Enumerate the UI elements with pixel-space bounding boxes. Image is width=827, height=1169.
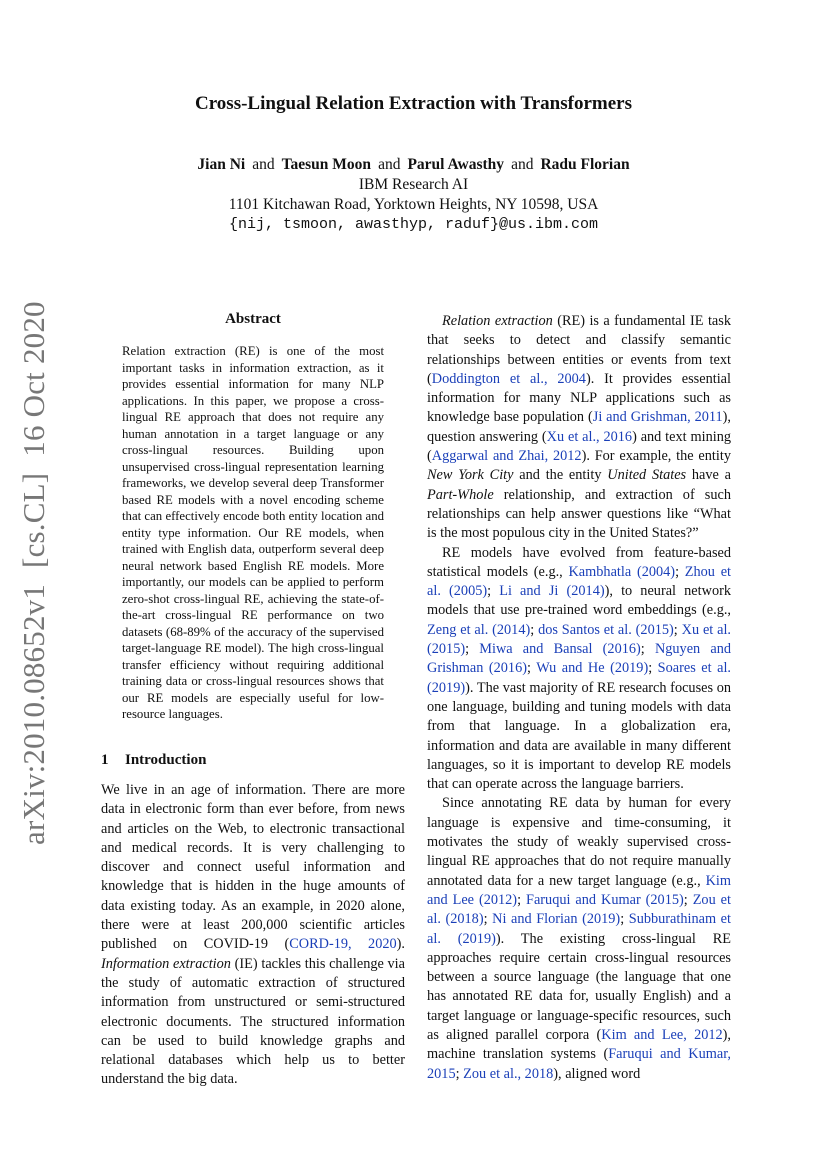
author-name: Parul Awasthy bbox=[407, 156, 505, 173]
text-span: ). For example, the entity bbox=[581, 448, 731, 465]
author-separator: and bbox=[378, 156, 401, 173]
paragraph bbox=[427, 794, 731, 1083]
text-span: ; bbox=[527, 660, 537, 677]
section-heading-introduction bbox=[101, 752, 206, 769]
author-separator: and bbox=[511, 156, 534, 173]
author-name: Jian Ni bbox=[197, 156, 246, 173]
term: Information extraction bbox=[101, 955, 231, 972]
citation-link[interactable]: Subburathinam et al. (2019) bbox=[427, 911, 731, 947]
text-span: (RE) is a fundamental IE task that seeks to detect and classify semantic relationships between entities or events from text ( bbox=[427, 313, 731, 387]
citation-link[interactable]: Miwa and Bansal (2016) bbox=[479, 641, 641, 658]
citation-link[interactable]: Ji and Grishman, 2011 bbox=[592, 409, 723, 426]
right-column bbox=[427, 312, 731, 1084]
text-span: ; bbox=[673, 621, 682, 638]
citation-link[interactable]: Zou et al., 2018 bbox=[463, 1065, 554, 1082]
citation-link[interactable]: Ni and Florian (2019) bbox=[492, 911, 621, 928]
citation-link[interactable]: Doddington et al., 2004 bbox=[431, 370, 586, 387]
text-span: ; bbox=[675, 563, 685, 580]
text-span: ; bbox=[530, 621, 539, 638]
text-span: ). The existing cross-lingual RE approaches require certain cross-lingual resources between a source language (the language that one has annotated RE data for, usually English) and a target language or language-specific resources, such as aligned parallel corpora ( bbox=[427, 930, 731, 1043]
paragraph bbox=[427, 544, 731, 795]
citation-link[interactable]: Zou et al. (2018) bbox=[427, 891, 731, 928]
citation-link[interactable]: Aggarwal and Zhai, 2012 bbox=[431, 448, 582, 465]
citation-link[interactable]: Xu et al. (2015) bbox=[427, 621, 732, 658]
term: United States bbox=[607, 467, 687, 484]
text-span: RE models have evolved from feature-based statistical models (e.g., bbox=[427, 544, 731, 580]
text-span: ; bbox=[640, 641, 655, 658]
affiliation: IBM Research AI bbox=[358, 176, 469, 193]
text-span: relationship, and extraction of such relationships can help answer questions like “What is the most populous city in the United States?” bbox=[427, 486, 731, 542]
address: 1101 Kitchawan Road, Yorktown Heights, NY 10598, USA bbox=[228, 196, 599, 213]
citation-link[interactable]: Xu et al., 2016 bbox=[546, 428, 633, 445]
arxiv-date: 16 Oct 2020 bbox=[16, 301, 51, 457]
intro-paragraph bbox=[101, 781, 405, 1090]
citation-link[interactable]: Soares et al. (2019) bbox=[427, 660, 731, 696]
text-span: ), machine translation systems ( bbox=[427, 1026, 731, 1063]
citation-link[interactable]: Kim and Lee (2012) bbox=[427, 872, 731, 908]
citation-link[interactable]: Zeng et al. (2014) bbox=[427, 621, 531, 638]
citation-link[interactable]: Nguyen and Grishman (2016) bbox=[427, 641, 732, 677]
text-span: Since annotating RE data by human for every language is expensive and time-consuming, it motivates the study of weakly supervised cross-lingual RE approaches that do not require manually annotated data for a new target language (e.g., bbox=[427, 795, 731, 889]
author-name: Radu Florian bbox=[540, 156, 630, 173]
citation-link[interactable]: dos Santos et al. (2015) bbox=[538, 621, 674, 638]
text-span: ). It provides essential information for many NLP applications such as knowledge base population ( bbox=[427, 370, 731, 426]
text-span: ), to neural network models that use pre-trained word embeddings (e.g., bbox=[427, 583, 731, 619]
term: Relation extraction bbox=[442, 313, 553, 329]
text-span: ) and text mining ( bbox=[427, 428, 731, 465]
email: {nij, tsmoon, awasthyp, raduf}@us.ibm.com bbox=[228, 216, 599, 233]
citation-link[interactable]: Faruqui and Kumar (2015) bbox=[526, 891, 684, 908]
text-span: (IE) tackles this challenge via the study of automatic extraction of structured information from unstructured or semi-structured electronic documents. The structured information can be used to build knowledge graphs and relational databases which help us to better understand the big data. bbox=[101, 955, 405, 1088]
text-span: and the entity bbox=[513, 467, 608, 484]
text-span: ). bbox=[396, 936, 405, 953]
text-span: ; bbox=[683, 891, 693, 908]
term: Part-Whole bbox=[427, 486, 494, 503]
author-separator: and bbox=[252, 156, 275, 173]
author-name: Taesun Moon bbox=[281, 156, 372, 173]
term: New York City bbox=[427, 467, 514, 484]
text-span: ), question answering ( bbox=[427, 409, 731, 445]
abstract-heading: Abstract bbox=[225, 311, 281, 327]
text-span: ; bbox=[648, 660, 658, 677]
section-number: 1 bbox=[101, 752, 109, 768]
text-span: ). The vast majority of RE research focuses on one language, building and tuning models with data from that language. In a globalization era, information and data are available in many different languages, so it is important to develop RE models that can operate across the language barriers. bbox=[427, 679, 731, 793]
citation-link[interactable]: Li and Ji (2014) bbox=[499, 583, 605, 600]
section-title: Introduction bbox=[125, 752, 207, 768]
arxiv-sidebar-stamp bbox=[16, 301, 52, 845]
text-span: ; bbox=[517, 891, 526, 908]
text-span: ), aligned word bbox=[553, 1065, 641, 1082]
text-span: have a bbox=[686, 467, 732, 484]
text-span: ; bbox=[620, 911, 629, 928]
citation-link[interactable]: Wu and He (2019) bbox=[536, 660, 649, 677]
citation-link[interactable]: Kambhatla (2004) bbox=[568, 563, 676, 580]
text-span: ; bbox=[455, 1065, 464, 1082]
text-span: ; bbox=[487, 583, 500, 600]
abstract-text: Relation extraction (RE) is one of the most important tasks in information extraction, as it provides essential information for many NLP applications. In this paper, we propose a cross-lingual RE approach that does not require any human annotation in a target language or any cross-lingual resources. Building upon unsupervised cross-lingual representation learning frameworks, we develop several deep Transformer based RE models with a novel encoding scheme that can effectively encode both entity location and entity type information. Our RE models, when trained with English data, outperform several deep neural network based English RE models. More importantly, our models can be applied to perform zero-shot cross-lingual RE, achieving the state-of-the-art cross-lingual RE performance on two datasets (68-89% of the accuracy of the supervised target-language RE model). The high cross-lingual transfer efficiency without requiring additional training data or cross-lingual resources shows that our RE models are especially useful for low-resource languages. bbox=[122, 344, 384, 721]
paragraph bbox=[427, 312, 731, 544]
citation-link[interactable]: CORD-19, 2020 bbox=[289, 936, 397, 953]
citation-link[interactable]: Faruqui and Kumar, 2015 bbox=[427, 1046, 731, 1082]
paper-title: Cross-Lingual Relation Extraction with Transformers bbox=[195, 93, 632, 114]
arxiv-id: arXiv:2010.08652v1 bbox=[16, 583, 51, 845]
citation-link[interactable]: Zhou et al. (2005) bbox=[427, 563, 732, 600]
author-list bbox=[0, 155, 827, 175]
text-span: We live in an age of information. There are more data in electronic form than ever before, from news and articles on the Web, to electronic transactional and medical records. It is very challenging to discover and connect useful information and knowledge that is hidden in the huge amounts of data existing today. As an example, in 2020 alone, there were at least 200,000 scientific articles published on COVID-19 ( bbox=[101, 782, 405, 953]
arxiv-category: [cs.CL] bbox=[16, 472, 51, 568]
citation-link[interactable]: Kim and Lee, 2012 bbox=[601, 1026, 723, 1043]
text-span: ; bbox=[483, 911, 493, 928]
text-span: ; bbox=[465, 641, 480, 658]
author-block bbox=[0, 155, 827, 235]
